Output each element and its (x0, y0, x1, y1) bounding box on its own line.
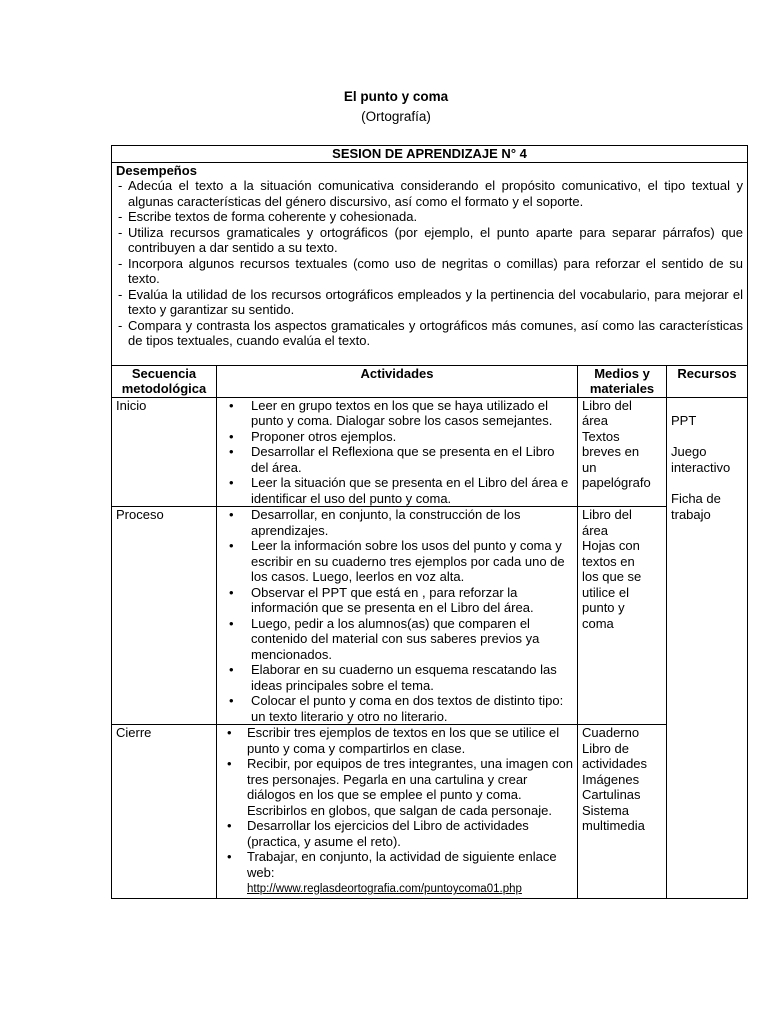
performances-list (116, 178, 743, 349)
activities-cell (217, 507, 578, 725)
activity-item: • Desarrollar, en conjunto, la construcción de los aprendizajes. (221, 507, 573, 538)
activity-item (221, 849, 573, 898)
column-header-activities: Actividades (217, 365, 578, 397)
activity-item: • Elaborar en su cuaderno un esquema rescatando las ideas principales sobre el tema. (221, 662, 573, 693)
performances-cell (112, 162, 748, 365)
session-table (111, 145, 748, 899)
column-header-sequence: Secuencia metodológica (112, 365, 217, 397)
media-cell: Libro del área Hojas con textos en los que se utilice el punto y coma (578, 507, 667, 725)
document-title: El punto y coma (343, 89, 449, 104)
activity-item: • Proponer otros ejemplos. (221, 429, 573, 445)
performance-item: - Compara y contrasta los aspectos gramaticales y ortográficos más comunes, así como las características de tipos textuales, cuando evalúa el texto. (116, 318, 743, 349)
activity-item: • Escribir tres ejemplos de textos en los que se utilice el punto y coma y compartirlos en clase. (221, 725, 573, 756)
performance-item: - Utiliza recursos gramaticales y ortográficos (por ejemplo, el punto aparte para separar párrafos) que contribuyen a dar sentido a su texto. (116, 225, 743, 256)
column-header-row (112, 365, 748, 397)
activity-item: • Leer en grupo textos en los que se haya utilizado el punto y coma. Dialogar sobre los casos semejantes. (221, 398, 573, 429)
row-proceso (112, 507, 748, 725)
activities-cell (217, 725, 578, 899)
activity-item: • Leer la información sobre los usos del punto y coma y escribir en su cuaderno tres ejemplos por cada uno de los casos. Luego, leerlos en voz alta. (221, 538, 573, 585)
resource-item: PPT (671, 412, 697, 428)
activity-item: • Colocar el punto y coma en dos textos de distinto tipo: un texto literario y otro no literario. (221, 693, 573, 724)
activity-item: • Desarrollar el Reflexiona que se presenta en el Libro del área. (221, 444, 573, 475)
activities-cell (217, 397, 578, 507)
phase-label: Inicio (112, 397, 217, 507)
performances-title: Desempeños (116, 162, 197, 178)
activity-item: • Recibir, por equipos de tres integrantes, una imagen con tres personajes. Pegarla en una cartulina y crear diálogos en los que se emplee el punto y coma. Escribirlos en globos, que salgan de cada personaje. (221, 756, 573, 818)
phase-label: Proceso (112, 507, 217, 725)
activity-item: • Luego, pedir a los alumnos(as) que comparen el contenido del material con sus saberes previos ya mencionados. (221, 616, 573, 663)
column-header-resources: Recursos (667, 365, 748, 397)
performance-item: - Evalúa la utilidad de los recursos ortográficos empleados y la pertinencia del vocabulario, para mejorar el texto y garantizar su sentido. (116, 287, 743, 318)
media-cell: Cuaderno Libro de actividades Imágenes Cartulinas Sistema multimedia (578, 725, 667, 899)
media-cell: Libro del área Textos breves en un papelógrafo (578, 397, 667, 507)
session-header-row (112, 146, 748, 163)
activities-list (221, 507, 573, 724)
row-inicio (112, 397, 748, 507)
performance-item: - Adecúa el texto a la situación comunicativa considerando el propósito comunicativo, el tipo textual y algunas características del género discursivo, así como el formato y el soporte. (116, 178, 743, 209)
activity-item: • Desarrollar los ejercicios del Libro de actividades (practica, y asume el reto). (221, 818, 573, 849)
activities-list (221, 725, 573, 898)
performance-item: - Escribe textos de forma coherente y cohesionada. (116, 209, 743, 225)
resources-cell (667, 397, 748, 898)
column-header-media: Medios y materiales (578, 365, 667, 397)
web-link[interactable]: http://www.reglasdeortografia.com/puntoycoma01.php (247, 883, 522, 895)
session-header: SESION DE APRENDIZAJE N° 4 (112, 146, 748, 163)
performances-row (112, 162, 748, 365)
resource-item: Juego interactivo (671, 444, 731, 475)
activities-list (221, 398, 573, 507)
phase-label: Cierre (112, 725, 217, 899)
resource-item: Ficha de trabajo (671, 491, 721, 522)
activity-item: • Leer la situación que se presenta en el Libro del área e identificar el uso del punto y coma. (221, 475, 573, 506)
activity-item-text: Trabajar, en conjunto, la actividad de siguiente enlace web: (247, 849, 557, 880)
activity-item: • Observar el PPT que está en , para reforzar la información que se presenta en el Libro del área. (221, 585, 573, 616)
row-cierre (112, 725, 748, 899)
performance-item: - Incorpora algunos recursos textuales (como uso de negritas o comillas) para reforzar el sentido de su texto. (116, 256, 743, 287)
document-subtitle: (Ortografía) (361, 109, 431, 124)
